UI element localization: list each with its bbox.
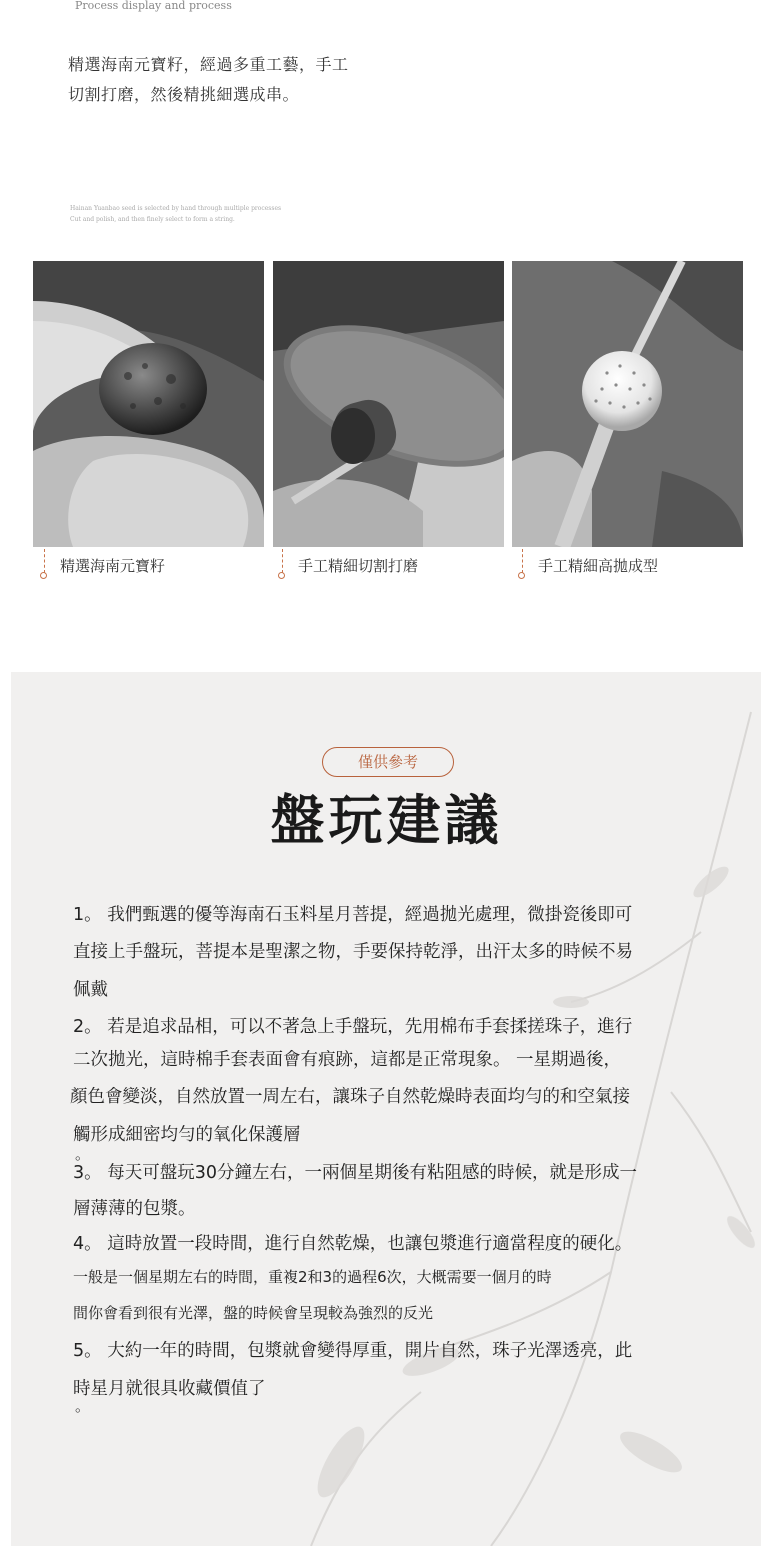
tip-line: 時星月就很具收藏價值了 <box>73 1379 266 1399</box>
intro-english-text <box>70 203 281 225</box>
tip-line: 4。 這時放置一段時間，進行自然乾燥，也讓包漿進行適當程度的硬化。 <box>73 1234 633 1254</box>
tip-line: 。 <box>75 1397 91 1415</box>
care-title: 盤玩建議 <box>270 789 503 852</box>
caption-marker <box>44 549 45 573</box>
caption-text: 手工精細高拋成型 <box>538 557 659 575</box>
intro-english-line: Hainan Yuanbao seed is selected by hand through multiple processes <box>70 205 282 212</box>
tip-line: 間你會看到很有光澤，盤的時候會呈現較為強烈的反光 <box>73 1304 434 1322</box>
tip-line: 一般是一個星期左右的時間，重複2和3的過程6次，大概需要一個月的時 <box>73 1268 552 1286</box>
caption-marker-dot <box>278 572 285 579</box>
tip-line: 。 <box>75 1145 91 1163</box>
reference-badge: 僅供參考 <box>322 747 454 777</box>
caption-text: 精選海南元寶籽 <box>60 557 166 575</box>
intro-english-line: Cut and polish, and then finely select to form a string. <box>70 216 235 223</box>
tip-line: 5。 大約一年的時間，包漿就會變得厚重，開片自然，珠子光澤透亮，此 <box>73 1341 633 1361</box>
tip-line: 二次拋光，這時棉手套表面會有痕跡，這都是正常現象。 一星期過後， <box>73 1050 622 1070</box>
intro-line: 精選海南元寶籽，經過多重工藝，手工 <box>68 55 349 74</box>
tip-line: 直接上手盤玩，菩提本是聖潔之物，手要保持乾淨，出汗太多的時候不易 <box>73 942 633 962</box>
photo-polished-bead <box>512 261 743 547</box>
caption-marker-dot <box>518 572 525 579</box>
photo-grinding <box>273 261 504 547</box>
caption-text: 手工精細切割打磨 <box>298 557 419 575</box>
tip-line: 顏色會變淡，自然放置一周左右，讓珠子自然乾燥時表面均勻的和空氣接 <box>70 1087 630 1107</box>
tip-line: 2。 若是追求品相，可以不著急上手盤玩，先用棉布手套揉搓珠子，進行 <box>73 1017 633 1037</box>
seed-photo-image <box>33 261 264 547</box>
bead-photo-image <box>512 261 743 547</box>
tip-line: 1。 我們甄選的優等海南石玉料星月菩提，經過拋光處理，微掛瓷後即可 <box>73 905 633 925</box>
caption-marker <box>282 549 283 573</box>
photo-seed <box>33 261 264 547</box>
tip-line: 佩戴 <box>73 980 108 1000</box>
intro-line: 切割打磨，然後精挑細選成串。 <box>68 85 300 104</box>
tip-line: 3。 每天可盤玩30分鐘左右，一兩個星期後有粘阻感的時候，就是形成一 <box>73 1163 637 1183</box>
intro-text <box>68 50 349 110</box>
caption-marker <box>522 549 523 573</box>
caption-marker-dot <box>40 572 47 579</box>
tip-line: 層薄薄的包漿。 <box>73 1199 196 1219</box>
grinding-photo-image <box>273 261 504 547</box>
tip-line: 觸形成細密均勻的氧化保護層 <box>73 1125 301 1145</box>
english-heading: Process display and process <box>75 0 232 12</box>
